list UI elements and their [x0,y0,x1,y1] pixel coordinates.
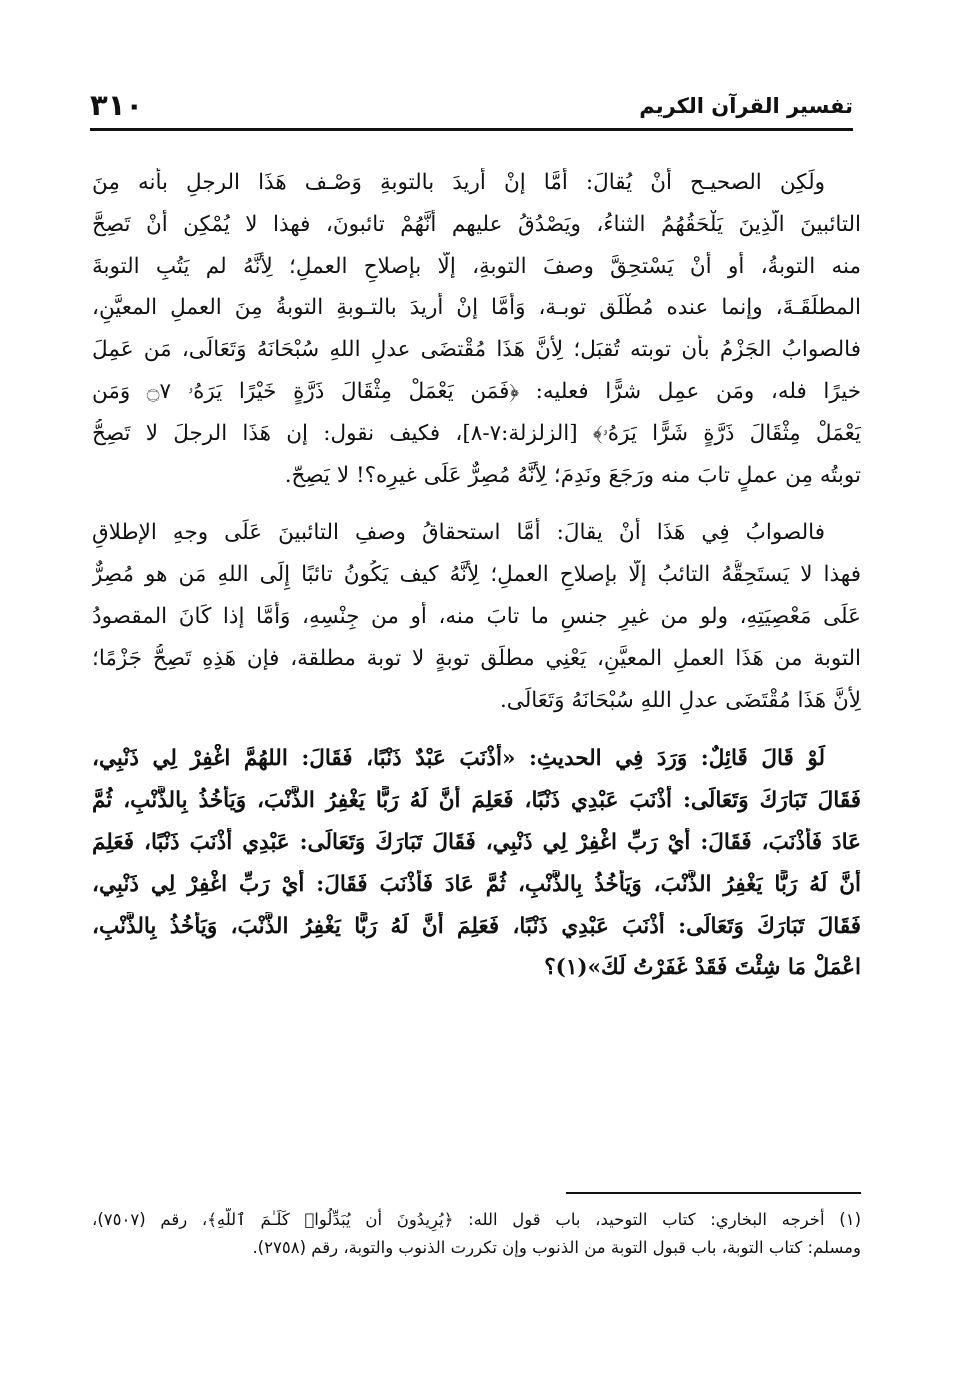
text-line: لَوْ قَالَ قَائِلٌ: وَرَدَ فِي الحديثِ: «أَذْنَبَ عَبْدٌ ذَنْبًا، فَقَالَ: اللهُمَّ اغْفِرْ لِي ذَنْبِي، [92,746,825,772]
text-line: أَنَّ لَهُ رَبًّا يَغْفِرُ الذَّنْبَ، وَيَأْخُذُ بِالذَّنْبِ، ثُمَّ عَادَ فَأَذْنَبَ فَقَالَ: أَيْ رَبِّ اغْفِرْ لِي ذَنْبِي، [92,871,861,897]
text-line: لِأنَّ هَذَا مُقْتَضَى عدلِ اللهِ سُبْحَانَهُ وَتَعَالَى. [499,687,861,713]
paragraph-3 [92,744,861,995]
text-line: يَعْمَلْ مِثْقَالَ ذَرَّةٍ شَرًّا يَرَهُۥ﴾ [الزلزلة:٧-٨]، فكيف نقول: إن هَذَا الرجلَ لا تَصِحُّ [92,420,861,446]
text-line: فهذا لا يَستَحِقُّهُ التائبُ إلَّا بإصلاحِ العملِ؛ لِأنَّهُ كيف يَكُونُ تائبًا إِلَى اللهِ مَن هو مُصِرٌّ [92,562,861,588]
text-line: اعْمَلْ مَا شِئْتَ فَقَدْ غَفَرْتُ لَكَ»(١)؟ [544,955,861,981]
text-line: فالصوابُ فِي هَذَا أنْ يقالَ: أمَّا استحقاقُ وصفِ التائبينَ عَلَى وجهِ الإطلاقِ [92,520,825,546]
page-header [90,88,853,131]
text-line: التائبينَ الَّذِينَ يَلْحَقُهُمُ الثناءُ، ويَصْدُقُ عليهم أنَّهُمْ تائبونَ، فهذا لا يُمْكِن أنْ تَصِحَّ [92,211,861,237]
text-line: التوبة من هَذَا العملِ المعيَّنِ، يَعْنِي مطلَق توبةٍ لا توبة مطلقة، فإن هَذِهِ تَصِحُّ جَزْمًا؛ [92,645,861,671]
text-line: فالصوابُ الجَزْمُ بأن توبته تُقبَل؛ لِأنَّ هَذَا مُقْتضَى عدلِ اللهِ سُبْحَانَهُ وَتَعَالَى، مَن عَمِلَ [92,337,861,363]
text-line: المطلَقَـةَ، وإنما عنده مُطْلَق توبـة، وَأَمَّا إنْ أُريدَ بالتـوبةِ التوبةُ مِنَ العملِ المعيَّنِ، [92,295,861,321]
page-number: ٣١٠ [90,88,144,122]
footnote-line: (١) أخرجه البخاري: كتاب التوحيد، باب قول الله: ﴿يُرِيدُونَ أَن يُبَدِّلُوا۟ كَلَـٰمَ ٱللَّهِ﴾، رقم (٧٥٠٧)، [92,1210,861,1229]
text-line: ولَكِن الصحيـح أنْ يُقالَ: أمَّا إنْ أُريدَ بالتوبةِ وَصْـف هَذَا الرجلِ بأنه مِنَ [92,170,825,195]
text-line: فَقَالَ تَبَارَكَ وَتَعَالَى: أَذْنَبَ عَبْدِي ذَنْبًا، فَعَلِمَ أَنَّ لَهُ رَبًّا يَغْفِرُ الذَّنْبَ، وَيَأْخُذُ بِالذَّنْبِ، [92,913,861,939]
paragraph-1 [92,168,861,502]
paragraph-2 [92,518,861,727]
running-title: تفسير القرآن الكريم [639,94,853,118]
body-text [92,168,861,995]
footnote-line: ومسلم: كتاب التوبة، باب قبول التوبة من الذنوب وإن تكررت الذنوب والتوبة، رقم (٢٧٥٨). [252,1238,861,1257]
text-line: منه التوبةُ، أو أنْ يَسْتحِقَّ وصفَ التوبةِ، إلَّا بإصلاحِ العملِ؛ لِأنَّهُ لم يَتُبِ التوبةَ [92,253,861,279]
footnote-separator [566,1192,861,1194]
text-line: عَلَى مَعْصِيَتِهِ، ولو من غيرِ جنسِ ما تابَ منه، أو من جِنْسِهِ، وَأَمَّا إذا كَانَ المقصودُ [92,603,861,629]
text-line: خيرًا فله، ومَن عمِل شرًّا فعليه: ﴿فَمَن يَعْمَلْ مِثْقَالَ ذَرَّةٍ خَيْرًا يَرَهُۥ ۝٧ وَمَن [92,378,861,404]
text-line: توبتُه مِن عملٍ تابَ منه ورَجَعَ ونَدِمَ؛ لِأنَّهُ مُصِرٌّ عَلَى غيرِه؟! لا يَصِحّ. [284,462,861,488]
text-line: فَقَالَ تَبَارَكَ وَتَعَالَى: أَذْنَبَ عَبْدِي ذَنْبًا، فَعَلِمَ أَنَّ لَهُ رَبًّا يَغْفِرُ الذَّنْبَ، وَيَأْخُذُ بِالذَّنْبِ، ثُمَّ [92,788,861,814]
text-line: عَادَ فَأَذْنَبَ، فَقَالَ: أَيْ رَبِّ اغْفِرْ لِي ذَنْبِي، فَقَالَ تَبَارَكَ وَتَعَالَى: عَبْدِي أَذْنَبَ ذَنْبًا، فَعَلِمَ [92,829,861,855]
footnotes [92,1208,861,1264]
